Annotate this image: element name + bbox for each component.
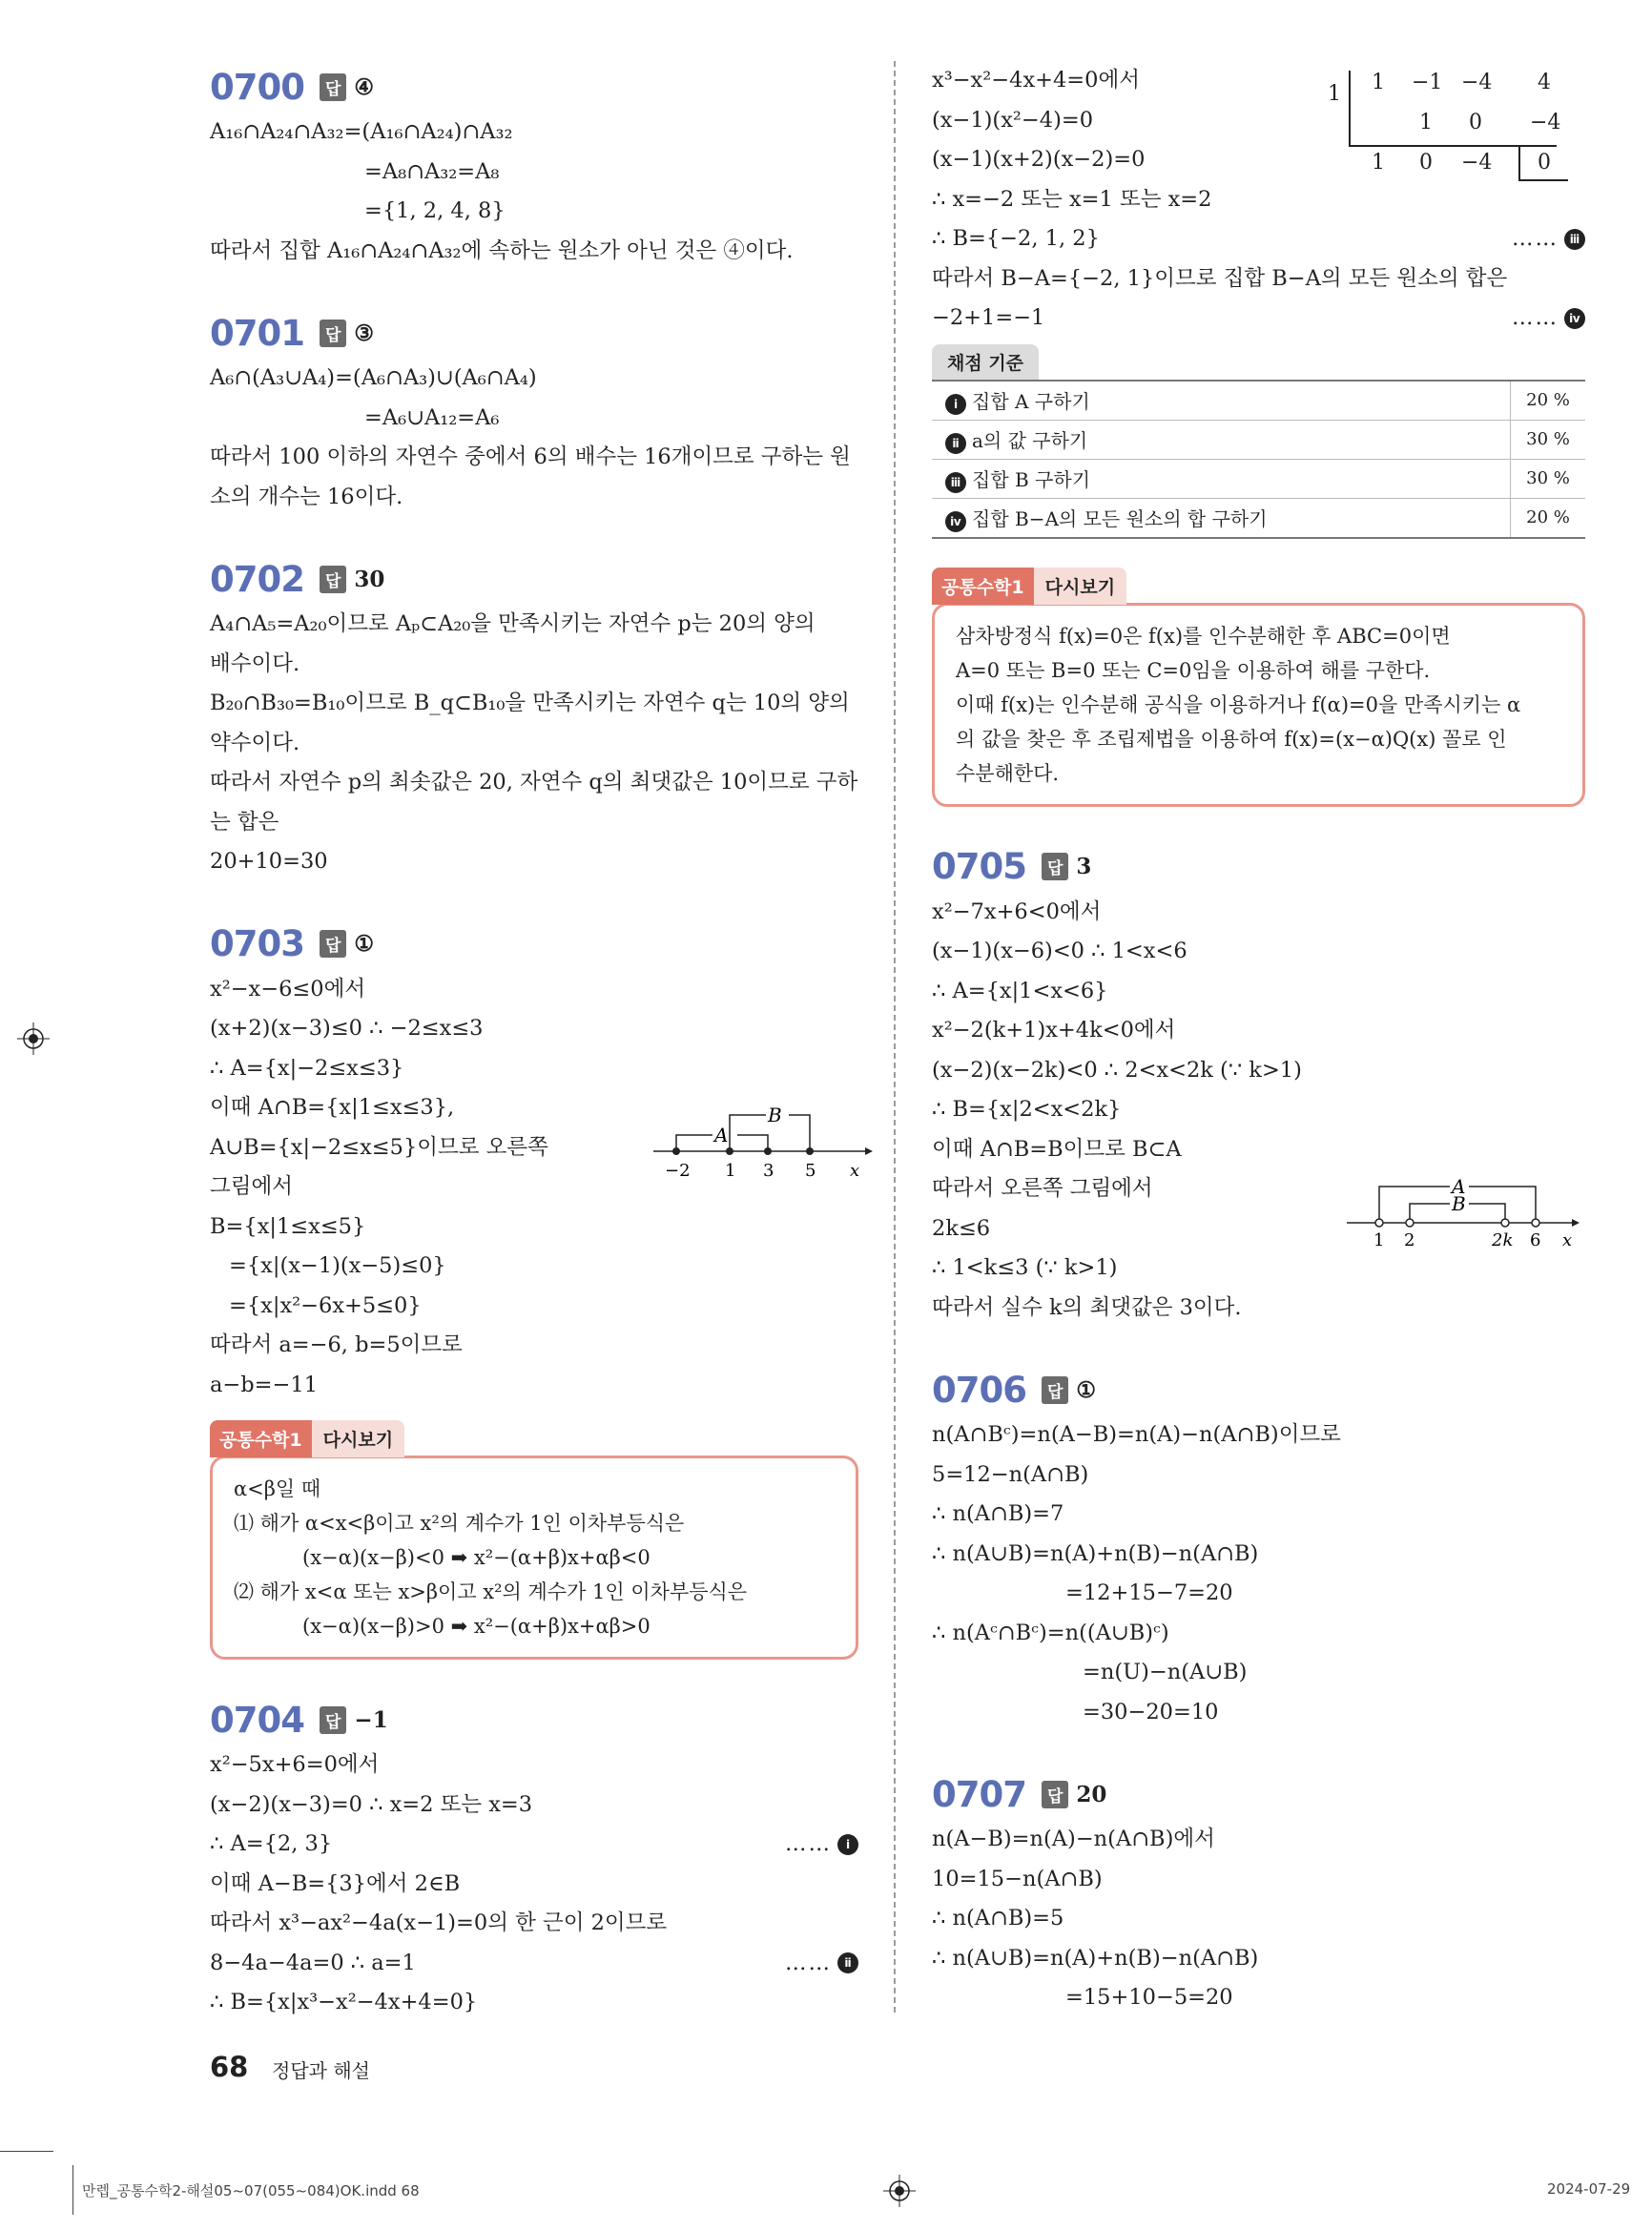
review-line: ⑴ 해가 α<x<β이고 x²의 계수가 1인 이차부등식은 (234, 1512, 685, 1535)
page-number: 68 (210, 2051, 249, 2083)
problem-0707 (932, 1768, 1585, 2018)
solution-line (932, 259, 1585, 299)
solution-line: ={1, 2, 4, 8} (364, 198, 506, 223)
synthetic-cell: 1 (1372, 151, 1385, 175)
problem-number: 0703 (210, 923, 304, 964)
solution-text: ∴ A={2, 3} (210, 1831, 333, 1856)
solution-line: A₁₆∩A₂₄∩A₃₂=(A₁₆∩A₂₄)∩A₃₂ (210, 119, 513, 144)
set-b-label: B (1452, 1191, 1466, 1215)
scoring-criteria (932, 344, 1585, 539)
answer-tag: 답 (1042, 1376, 1068, 1404)
solution-line: 따라서 집합 A₁₆∩A₂₄∩A₃₂에 속하는 원소가 아닌 것은 ④이다. (210, 237, 794, 263)
leader-dots: …… (1512, 226, 1559, 251)
answer-tag: 답 (320, 566, 346, 593)
solution-text: (x−1)(x+2)(x−2)=0 (932, 147, 1146, 172)
problem-number: 0704 (210, 1699, 304, 1741)
scoring-label: 집합 B 구하기 (972, 467, 1091, 491)
synthetic-cell: 4 (1538, 71, 1551, 94)
solution-line (932, 299, 1585, 339)
tick-label: 2k (1492, 1229, 1514, 1250)
scoring-item (932, 381, 1511, 421)
solution-line: ∴ n(A∪B)=n(A)+n(B)−n(A∩B) (932, 1540, 1259, 1566)
number-line-diagram-0703 (653, 1092, 873, 1184)
solution-text: 이때 A−B={3}에서 2∈B (210, 1870, 461, 1896)
axis-label: x (1562, 1229, 1573, 1250)
solution-line: ∴ B={x|2<x<2k} (932, 1097, 1122, 1122)
review-content (210, 1456, 858, 1660)
answer-tag: 답 (320, 1706, 346, 1734)
left-problem-list (210, 61, 858, 882)
solution-line: =30−20=10 (1083, 1699, 1219, 1724)
solution-line: B₂₀∩B₃₀=B₁₀이므로 B_q⊂B₁₀을 만족시키는 자연수 q는 10의 양의 (210, 691, 850, 715)
step-marker (785, 1944, 858, 1984)
answer-value: ④ (354, 73, 375, 100)
scoring-label: 집합 B−A의 모든 원소의 합 구하기 (972, 506, 1268, 530)
step-marker (1512, 219, 1585, 259)
scoring-row (932, 459, 1585, 498)
solution-line: =n(U)−n(A∪B) (1083, 1660, 1248, 1684)
problem-0702 (210, 553, 858, 882)
solution-line: 따라서 오른쪽 그림에서 (932, 1176, 1153, 1201)
synthetic-cell: 1 (1419, 111, 1433, 134)
review-line: A=0 또는 B=0 또는 C=0임을 이용하여 해를 구한다. (956, 658, 1431, 682)
solution-line: =15+10−5=20 (1065, 1985, 1233, 2010)
scoring-percent: 20 % (1511, 381, 1586, 421)
step-number-icon: ⅱ (945, 433, 966, 454)
review-box-cubic (932, 568, 1585, 807)
review-line: 삼차방정식 f(x)=0은 f(x)를 인수분해한 후 ABC=0이면 (956, 624, 1451, 648)
solution-text: 8−4a−4a=0 ∴ a=1 (210, 1950, 416, 1975)
solution-line (210, 1865, 858, 1905)
solution-line: ={x|x²−6x+5≤0} (229, 1292, 422, 1318)
solution-line: (x+2)(x−3)≤0 ∴ −2≤x≤3 (210, 1016, 484, 1041)
solution-line (210, 1904, 858, 1944)
synthetic-cell: 1 (1372, 71, 1385, 94)
step-number-icon: ⅰ (945, 394, 966, 415)
scoring-row (932, 498, 1585, 538)
solution-line: 따라서 자연수 p의 최솟값은 20, 자연수 q의 최댓값은 10이므로 구하 (210, 770, 858, 795)
solution-text: 따라서 B−A={−2, 1}이므로 집합 B−A의 모든 원소의 합은 (932, 265, 1508, 291)
scoring-label: 집합 A 구하기 (972, 389, 1090, 413)
answer-tag: 답 (1042, 1781, 1068, 1808)
solution-line: A₆∩(A₃∪A₄)=(A₆∩A₃)∪(A₆∩A₄) (210, 365, 537, 390)
review-tab-title: 다시보기 (312, 1420, 404, 1457)
tick-label: 1 (725, 1160, 736, 1181)
synthetic-root: 1 (1328, 82, 1341, 106)
solution-text: ∴ B={−2, 1, 2} (932, 226, 1100, 251)
review-line: (x−α)(x−β)<0 ➡ x²−(α+β)x+αβ<0 (302, 1546, 650, 1569)
solution-line: 2k≤6 (932, 1215, 991, 1241)
answer-value: ① (354, 931, 375, 957)
scoring-item (932, 498, 1511, 538)
solution-lines-0705 (932, 893, 1585, 1329)
solution-line: n(A∩Bᶜ)=n(A−B)=n(A)−n(A∩B)이므로 (932, 1422, 1341, 1447)
answer-tag: 답 (320, 320, 346, 347)
solution-text: 따라서 x³−ax²−4a(x−1)=0의 한 근이 2이므로 (210, 1910, 668, 1935)
solution-line: 따라서 a=−6, b=5이므로 (210, 1332, 463, 1357)
solution-line: A₄∩A₅=A₂₀이므로 Aₚ⊂A₂₀을 만족시키는 자연수 p는 20의 양의 (210, 611, 816, 636)
set-b-label: B (768, 1103, 782, 1126)
problem-0700 (210, 61, 858, 271)
step-number-icon: ⅳ (945, 511, 966, 532)
solution-line: n(A−B)=n(A)−n(A∩B)에서 (932, 1827, 1215, 1851)
left-column (210, 61, 858, 2059)
review-tab-subject: 공통수학1 (210, 1420, 312, 1457)
solution-text: x²−5x+6=0에서 (210, 1752, 380, 1777)
solution-line: (x−1)(x−6)<0 ∴ 1<x<6 (932, 939, 1187, 963)
solution-line: ∴ n(Aᶜ∩Bᶜ)=n((A∪B)ᶜ) (932, 1620, 1169, 1645)
review-tab-title: 다시보기 (1034, 568, 1126, 605)
scoring-row (932, 381, 1585, 421)
review-tab (932, 568, 1126, 605)
solution-line: ∴ A={x|1<x<6} (932, 978, 1108, 1003)
solution-line: ∴ n(A∩B)=7 (932, 1501, 1064, 1526)
solution-line: 는 합은 (210, 809, 279, 835)
solution-line: x²−7x+6<0에서 (932, 898, 1102, 924)
tick-label: 3 (763, 1160, 774, 1181)
solution-lines-0706 (932, 1415, 1585, 1732)
solution-line (932, 180, 1585, 220)
review-tab-subject: 공통수학1 (932, 568, 1034, 605)
right-column (932, 61, 1585, 2054)
solution-line: 10=15−n(A∩B) (932, 1866, 1103, 1891)
solution-line: =A₆∪A₁₂=A₆ (364, 404, 500, 430)
solution-line: 이때 A∩B=B이므로 B⊂A (932, 1136, 1182, 1162)
solution-line: x²−x−6≤0에서 (210, 976, 366, 1001)
solution-line (210, 1825, 858, 1865)
solution-lines-0704-cont (932, 61, 1585, 339)
scoring-table (932, 380, 1585, 539)
solution-text: ∴ x=−2 또는 x=1 또는 x=2 (932, 186, 1212, 212)
answer-value: −1 (354, 1706, 388, 1733)
solution-line: 20+10=30 (210, 849, 328, 874)
solution-text: x³−x²−4x+4=0에서 (932, 68, 1140, 93)
solution-line: 5=12−n(A∩B) (932, 1461, 1089, 1487)
solution-line: x²−2(k+1)x+4k<0에서 (932, 1018, 1176, 1043)
solution-line (210, 1745, 858, 1786)
synthetic-cell: −4 (1461, 71, 1493, 94)
set-a-label: A (1452, 1174, 1466, 1198)
step-number-icon: ⅲ (1564, 229, 1585, 250)
problem-number: 0700 (210, 66, 304, 108)
synthetic-cell: −4 (1461, 151, 1493, 175)
problem-header (210, 61, 858, 113)
leader-dots: …… (785, 1950, 832, 1975)
column-divider (894, 61, 896, 2013)
step-number-icon: ⅱ (837, 1952, 858, 1973)
synthetic-cell: −1 (1412, 71, 1443, 94)
answer-value: 3 (1076, 854, 1092, 879)
solution-text: (x−1)(x²−4)=0 (932, 107, 1094, 133)
solution-line (210, 1786, 858, 1826)
problem-number: 0707 (932, 1773, 1026, 1815)
problem-number: 0705 (932, 846, 1026, 887)
solution-line: =12+15−7=20 (1065, 1580, 1233, 1605)
solution-line: 이때 A∩B={x|1≤x≤3}, (210, 1095, 455, 1120)
solution-line (932, 219, 1585, 259)
print-slug-date: 2024-07-29 (1547, 2180, 1631, 2198)
step-number-icon: ⅲ (945, 472, 966, 493)
answer-value: 30 (354, 566, 385, 592)
solution-lines-0707 (932, 1820, 1585, 2018)
problem-number: 0702 (210, 558, 304, 600)
review-tab (210, 1420, 404, 1457)
solution-line: =A₈∩A₃₂=A₈ (364, 158, 500, 184)
solution-line: ∴ A={x|−2≤x≤3} (210, 1055, 404, 1081)
solution-line: 그림에서 (210, 1174, 293, 1199)
step-marker (785, 1825, 858, 1865)
tick-label: 2 (1404, 1229, 1415, 1250)
tick-label: 5 (805, 1160, 816, 1181)
review-line: α<β일 때 (234, 1477, 321, 1500)
step-marker (1512, 299, 1585, 339)
solution-text: −2+1=−1 (932, 305, 1045, 330)
solution-line: 배수이다. (210, 650, 300, 676)
problem-number: 0706 (932, 1369, 1026, 1411)
leader-dots: …… (785, 1831, 832, 1856)
answer-value: ① (1076, 1376, 1097, 1403)
registration-mark-icon (17, 1022, 50, 1055)
review-line: 수분해한다. (956, 761, 1060, 785)
scoring-label: a의 값 구하기 (972, 428, 1088, 452)
solution-line: 약수이다. (210, 730, 300, 755)
solution-line: ∴ n(A∩B)=5 (932, 1906, 1064, 1931)
leader-dots: …… (1512, 305, 1559, 330)
solution-line: ={x|(x−1)(x−5)≤0} (229, 1253, 446, 1278)
number-line-diagram-0705 (1347, 1166, 1580, 1257)
review-content (932, 603, 1585, 807)
scoring-item (932, 459, 1511, 498)
solution-line: ∴ n(A∪B)=n(A)+n(B)−n(A∩B) (932, 1945, 1259, 1971)
scoring-row (932, 420, 1585, 459)
answer-tag: 답 (1042, 853, 1068, 880)
solution-line (210, 1983, 858, 2023)
synthetic-cell: 0 (1419, 151, 1433, 175)
problem-0704 (210, 1694, 858, 2023)
review-line: 이때 f(x)는 인수분해 공식을 이용하거나 f(α)=0을 만족시키는 α (956, 692, 1521, 716)
scoring-title: 채점 기준 (932, 344, 1039, 380)
step-number-icon: ⅳ (1564, 308, 1585, 329)
answer-tag: 답 (320, 73, 346, 101)
review-line: ⑵ 해가 x<α 또는 x>β이고 x²의 계수가 1인 이차부등식은 (234, 1580, 748, 1603)
problem-0705 (932, 841, 1585, 1329)
step-number-icon: ⅰ (837, 1834, 858, 1855)
synthetic-cell: 0 (1538, 151, 1551, 175)
tick-label: 6 (1530, 1229, 1541, 1250)
answer-value: 20 (1076, 1781, 1107, 1807)
scoring-percent: 30 % (1511, 459, 1586, 498)
scoring-item (932, 420, 1511, 459)
problem-0703 (210, 919, 858, 1406)
solution-lines-0704 (210, 1745, 858, 2023)
problem-header (210, 553, 858, 605)
set-a-label: A (714, 1123, 729, 1146)
scoring-percent: 30 % (1511, 420, 1586, 459)
tick-label: −2 (665, 1160, 691, 1181)
problem-number: 0701 (210, 312, 304, 354)
solution-line: B={x|1≤x≤5} (210, 1213, 366, 1239)
review-box-quadratic (210, 1420, 858, 1660)
solution-line: (x−2)(x−2k)<0 ∴ 2<x<2k (∵ k>1) (932, 1057, 1302, 1083)
answer-tag: 답 (320, 930, 346, 958)
synthetic-cell: −4 (1530, 111, 1561, 134)
tick-label: 1 (1373, 1229, 1385, 1250)
scoring-percent: 20 % (1511, 498, 1586, 538)
solution-text: ∴ B={x|x³−x²−4x+4=0} (210, 1990, 478, 2014)
axis-label: x (850, 1160, 860, 1181)
problem-0706 (932, 1364, 1585, 1732)
solution-line: 따라서 100 이하의 자연수 중에서 6의 배수는 16개이므로 구하는 원 (210, 444, 851, 469)
solution-line: A∪B={x|−2≤x≤5}이므로 오른쪽 (210, 1134, 548, 1160)
print-slug-file: 만렙_공통수학2-해설05~07(055~084)OK.indd 68 (82, 2182, 420, 2199)
page-section-label: 정답과 해설 (272, 2059, 370, 2082)
synthetic-cell: 0 (1469, 111, 1482, 134)
problem-header (210, 307, 858, 359)
solution-line: a−b=−11 (210, 1372, 319, 1397)
problem-0701 (210, 307, 858, 517)
solution-text: (x−2)(x−3)=0 ∴ x=2 또는 x=3 (210, 1791, 533, 1817)
review-line: (x−α)(x−β)>0 ➡ x²−(α+β)x+αβ>0 (302, 1615, 650, 1638)
answer-value: ③ (354, 320, 375, 346)
solution-line: ∴ 1<k≤3 (∵ k>1) (932, 1255, 1118, 1280)
registration-mark-icon (883, 2175, 916, 2207)
solution-line (210, 1944, 858, 1984)
solution-line: 따라서 실수 k의 최댓값은 3이다. (932, 1294, 1242, 1320)
solution-line: 소의 개수는 16이다. (210, 484, 403, 509)
review-line: 의 값을 찾은 후 조립제법을 이용하여 f(x)=(x−α)Q(x) 꼴로 인 (956, 727, 1507, 751)
